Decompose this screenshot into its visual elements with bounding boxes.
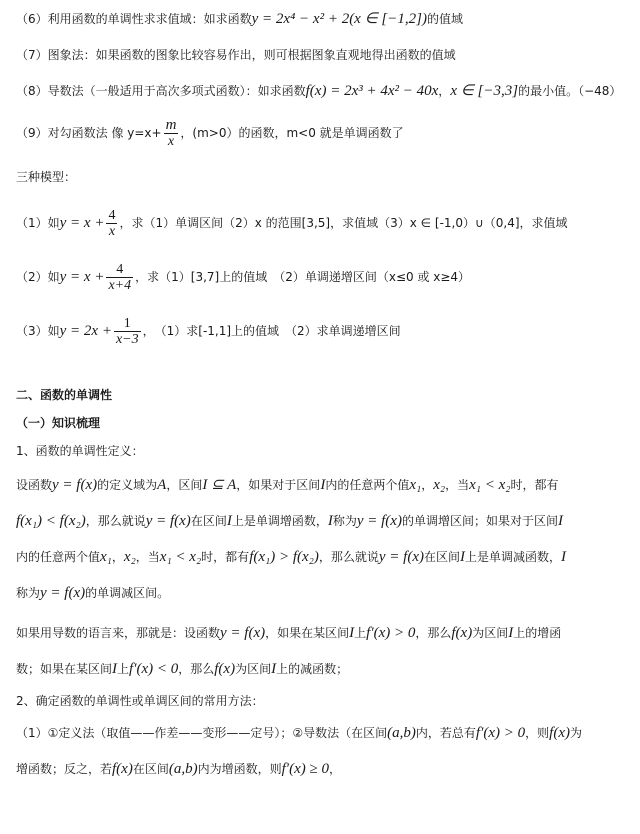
fraction (164, 118, 179, 149)
formula: I (460, 549, 466, 565)
text: （3）如 (16, 324, 60, 338)
formula: f(x) (451, 625, 473, 641)
line-6 (16, 10, 463, 28)
formula: I (226, 513, 232, 529)
text: 称为 (332, 514, 357, 528)
text: 内为增函数，则 (197, 762, 282, 776)
text: 2、确定函数的单调性或单调区间的常用方法： (16, 694, 264, 708)
formula: x₁ < x₂ (469, 477, 511, 493)
definition-line-1 (16, 476, 559, 494)
text: 时，都有 (201, 550, 250, 564)
formula: I (320, 477, 326, 493)
formula: f(x) (549, 725, 570, 741)
text: 内的任意两个值 (16, 550, 101, 564)
denominator: x (164, 133, 179, 149)
denominator: x (106, 223, 117, 239)
formula: y = f(x) (52, 477, 98, 493)
text: 在区间 (190, 514, 227, 528)
text: ，那么 (178, 662, 215, 676)
method-line-2 (16, 760, 341, 778)
text: ，求（1）单调区间（2）x 的范围[3,5]，求值域（3）x ∈ [-1,0）∪（0,4]，求值域 (119, 216, 568, 230)
numerator: m (165, 117, 177, 133)
text: ，求（1）[3,7]上的值域 （2）单调递增区间（x≤0 或 x≥4） (135, 270, 471, 284)
text: ，区间 (166, 478, 203, 492)
text: 称为 (16, 586, 41, 600)
formula: y = f(x) (356, 513, 402, 529)
text: 的定义域为 (97, 478, 158, 492)
text: 时，都有 (510, 478, 559, 492)
model-1 (16, 208, 568, 239)
text: 的最小值。（−48） (518, 84, 622, 98)
text: 1、函数的单调性定义： (16, 444, 144, 458)
text: ， (111, 550, 124, 564)
formula: y = x + (59, 215, 105, 231)
formula: I ⊆ A (202, 477, 237, 493)
derivative-line-1 (16, 624, 561, 642)
definition-line-3 (16, 548, 566, 566)
model-3 (16, 316, 401, 347)
text: 为区间 (235, 662, 272, 676)
text: 为区间 (472, 626, 509, 640)
fraction (114, 316, 141, 347)
text: （一）知识梳理 (16, 416, 101, 430)
text: （7）图象法：如果函数的图象比较容易作出，则可根据图象直观地得出函数的值域 (16, 48, 456, 62)
text: 上 (117, 662, 130, 676)
formula: I (271, 661, 277, 677)
text: 设函数 (16, 478, 53, 492)
formula: f′(x) > 0 (366, 625, 416, 641)
text: ， (421, 478, 434, 492)
text: （2）如 (16, 270, 60, 284)
text: ，(m>0）的函数，m<0 就是单调函数了 (180, 126, 404, 140)
formula: y = 2x + (59, 323, 112, 339)
formula: y = x + (59, 269, 105, 285)
text: ，那么就说 (85, 514, 146, 528)
formula: x₁ (409, 477, 422, 493)
definition-line-4 (16, 584, 169, 602)
denominator: x−3 (115, 332, 139, 347)
formula: y = 2x⁴ − x² + 2(x ∈ [−1,2]) (251, 11, 427, 27)
models-title (16, 168, 76, 186)
text: ，如果在某区间 (265, 626, 350, 640)
formula: f(x₁) > f(x₂) (249, 549, 319, 565)
formula: x ∈ [−3,3] (450, 83, 519, 99)
text: 内，若总有 (415, 726, 476, 740)
formula: y = f(x) (378, 549, 424, 565)
model-2 (16, 262, 470, 293)
formula: f′(x) > 0 (475, 725, 526, 741)
text: 上的增函 (513, 626, 562, 640)
definition-line-2 (16, 512, 563, 530)
method-line-1 (16, 724, 582, 742)
text: （6）利用函数的单调性求求值域：如求函数 (16, 12, 252, 26)
numerator: 4 (116, 262, 124, 277)
formula: y = f(x) (145, 513, 191, 529)
fraction (106, 208, 117, 239)
text: ，如果对于区间 (236, 478, 321, 492)
text: 增函数；反之，若 (16, 762, 113, 776)
text: 的单调增区间；如果对于区间 (401, 514, 558, 528)
line-7 (16, 46, 456, 64)
formula: y = f(x) (220, 625, 266, 641)
text: 为 (569, 726, 582, 740)
numerator: 4 (108, 208, 116, 223)
text: 内的任意两个值 (325, 478, 410, 492)
text: 上是单调减函数， (465, 550, 562, 564)
text: 上是单调增函数， (231, 514, 328, 528)
formula: f′(x) ≥ 0 (281, 761, 329, 777)
text: ， (328, 762, 341, 776)
formula: (a,b) (387, 725, 416, 741)
text: ，则 (525, 726, 550, 740)
formula: f(x) = 2x³ + 4x² − 40x (305, 83, 439, 99)
formula: I (112, 661, 118, 677)
formula: I (349, 625, 355, 641)
text: ，那么就说 (318, 550, 379, 564)
fraction (106, 262, 133, 293)
text: （9）对勾函数法 像 y=x+ (16, 126, 162, 140)
text: （1）①定义法（取值——作差——变形——定号）；②导数法（在区间 (16, 726, 388, 740)
formula: I (557, 513, 563, 529)
formula: I (327, 513, 333, 529)
formula: x₁ (100, 549, 112, 565)
formula: f(x) (112, 761, 133, 777)
line-9 (16, 118, 404, 149)
text: 三种模型： (16, 170, 77, 184)
text: ，那么 (415, 626, 452, 640)
text: （8）导数法（一般适用于高次多项式函数）：如求函数 (16, 84, 306, 98)
paragraph-1 (16, 442, 144, 460)
text: 在区间 (424, 550, 461, 564)
numerator: 1 (123, 316, 131, 331)
text: 二、函数的单调性 (16, 388, 113, 402)
subsection-title (16, 414, 100, 432)
text: 如果用导数的语言来，那就是：设函数 (16, 626, 221, 640)
formula: y = f(x) (40, 585, 86, 601)
line-8 (16, 82, 621, 100)
text: 数；如果在某区间 (16, 662, 113, 676)
denominator: x+4 (108, 278, 132, 293)
formula: x₂ (433, 477, 446, 493)
text: 上 (354, 626, 367, 640)
text: 在区间 (132, 762, 169, 776)
text: ，当 (445, 478, 470, 492)
formula: x₂ (123, 549, 136, 565)
text: 的单调减区间。 (85, 586, 170, 600)
section-title (16, 386, 112, 404)
paragraph-2 (16, 692, 264, 710)
text: （1）如 (16, 216, 60, 230)
text: 上的减函数； (276, 662, 349, 676)
text: ， （1）求[-1,1]上的值域 （2）求单调递增区间 (142, 324, 401, 338)
text: ， (438, 84, 451, 98)
formula: x₁ < x₂ (159, 549, 202, 565)
text: 的值域 (426, 12, 463, 26)
formula: f(x) (214, 661, 236, 677)
formula: (a,b) (168, 761, 198, 777)
formula: I (561, 549, 567, 565)
formula: f′(x) < 0 (129, 661, 179, 677)
text: ，当 (135, 550, 160, 564)
formula: A (157, 477, 167, 493)
formula: I (508, 625, 514, 641)
derivative-line-2 (16, 660, 348, 678)
formula: f(x₁) < f(x₂) (16, 513, 86, 529)
